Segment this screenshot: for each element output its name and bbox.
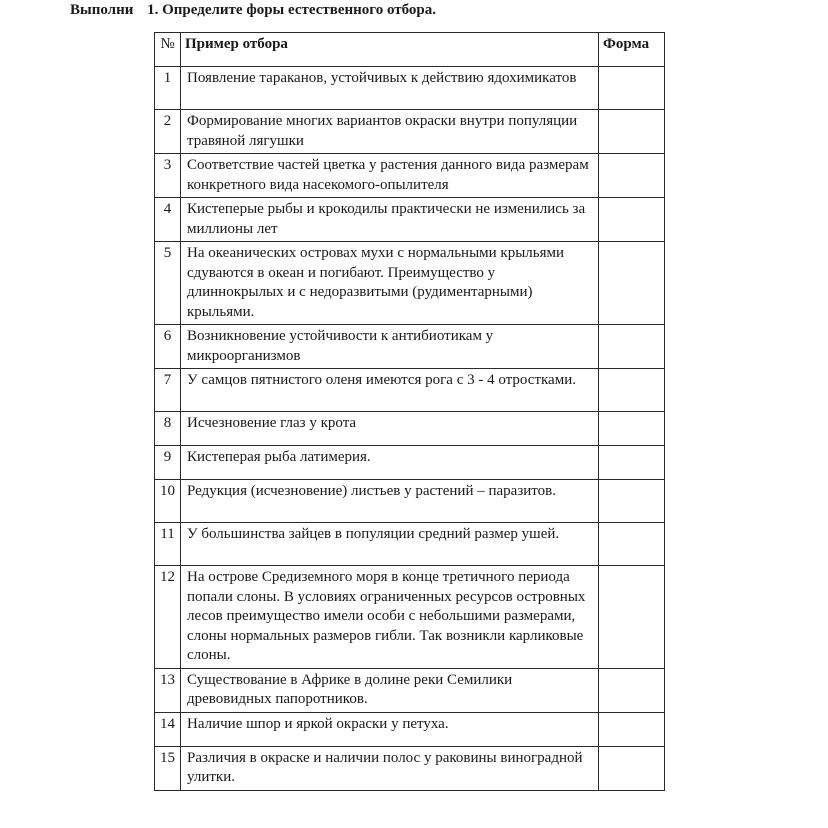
row-form-answer[interactable] xyxy=(599,325,665,369)
row-number: 10 xyxy=(155,480,181,523)
table-row xyxy=(155,446,665,480)
row-example: Наличие шпор и яркой окраски у петуха. xyxy=(181,712,599,746)
table-row xyxy=(155,67,665,110)
row-form-answer[interactable] xyxy=(599,198,665,242)
row-example: Возникновение устойчивости к антибиотикам у микроорганизмов xyxy=(181,325,599,369)
row-number: 15 xyxy=(155,746,181,790)
row-example: Редукция (исчезновение) листьев у растений – паразитов. xyxy=(181,480,599,523)
row-form-answer[interactable] xyxy=(599,369,665,412)
row-example: Появление тараканов, устойчивых к действию ядохимикатов xyxy=(181,67,599,110)
heading-task: 1. Определите форы естественного отбора. xyxy=(147,2,437,18)
table-row xyxy=(155,523,665,566)
row-example: Существование в Африке в долине реки Семилики древовидных папоротников. xyxy=(181,668,599,712)
row-form-answer[interactable] xyxy=(599,154,665,198)
row-number: 2 xyxy=(155,110,181,154)
row-example: На острове Средиземного моря в конце третичного периода попали слоны. В условиях ограниченных ресурсов островных лесов преимущество имели особи с небольшими размерами, слоны нормальных размеров гибли. Так возникли карликовые слоны. xyxy=(181,566,599,669)
row-example: У самцов пятнистого оленя имеются рога с 3 - 4 отростками. xyxy=(181,369,599,412)
row-form-answer[interactable] xyxy=(599,110,665,154)
row-form-answer[interactable] xyxy=(599,746,665,790)
row-number: 7 xyxy=(155,369,181,412)
table-row xyxy=(155,110,665,154)
table-row xyxy=(155,480,665,523)
row-number: 13 xyxy=(155,668,181,712)
row-number: 5 xyxy=(155,242,181,325)
row-example: Формирование многих вариантов окраски внутри популяции травяной лягушки xyxy=(181,110,599,154)
row-example: Кистеперая рыба латимерия. xyxy=(181,446,599,480)
row-form-answer[interactable] xyxy=(599,242,665,325)
row-example: Исчезновение глаз у крота xyxy=(181,412,599,446)
row-example: На океанических островах мухи с нормальными крыльями сдуваются в океан и погибают. Преимущество у длиннокрылых и с недоразвитыми (рудиментарными) крыльями. xyxy=(181,242,599,325)
row-form-answer[interactable] xyxy=(599,67,665,110)
table-row xyxy=(155,242,665,325)
row-form-answer[interactable] xyxy=(599,668,665,712)
header-example: Пример отбора xyxy=(181,33,599,67)
header-form: Форма xyxy=(599,33,665,67)
row-number: 8 xyxy=(155,412,181,446)
row-example: Соответствие частей цветка у растения данного вида размерам конкретного вида насекомого-опылителя xyxy=(181,154,599,198)
task-heading xyxy=(70,2,436,19)
row-example: Различия в окраске и наличии полос у раковины виноградной улитки. xyxy=(181,746,599,790)
table-row xyxy=(155,566,665,669)
table-row xyxy=(155,154,665,198)
table-row xyxy=(155,668,665,712)
table-row xyxy=(155,746,665,790)
row-number: 11 xyxy=(155,523,181,566)
row-form-answer[interactable] xyxy=(599,523,665,566)
row-number: 1 xyxy=(155,67,181,110)
row-form-answer[interactable] xyxy=(599,446,665,480)
table-row xyxy=(155,369,665,412)
row-number: 6 xyxy=(155,325,181,369)
row-example: У большинства зайцев в популяции средний размер ушей. xyxy=(181,523,599,566)
selection-table xyxy=(154,32,665,791)
header-number: № xyxy=(155,33,181,67)
row-example: Кистеперые рыбы и крокодилы практически не изменились за миллионы лет xyxy=(181,198,599,242)
table-row xyxy=(155,198,665,242)
row-number: 3 xyxy=(155,154,181,198)
row-number: 9 xyxy=(155,446,181,480)
row-form-answer[interactable] xyxy=(599,712,665,746)
table-row xyxy=(155,712,665,746)
table-row xyxy=(155,325,665,369)
row-number: 4 xyxy=(155,198,181,242)
row-form-answer[interactable] xyxy=(599,566,665,669)
row-form-answer[interactable] xyxy=(599,412,665,446)
row-form-answer[interactable] xyxy=(599,480,665,523)
table-header-row xyxy=(155,33,665,67)
heading-prefix: Выполни xyxy=(70,2,134,18)
row-number: 14 xyxy=(155,712,181,746)
table-row xyxy=(155,412,665,446)
row-number: 12 xyxy=(155,566,181,669)
